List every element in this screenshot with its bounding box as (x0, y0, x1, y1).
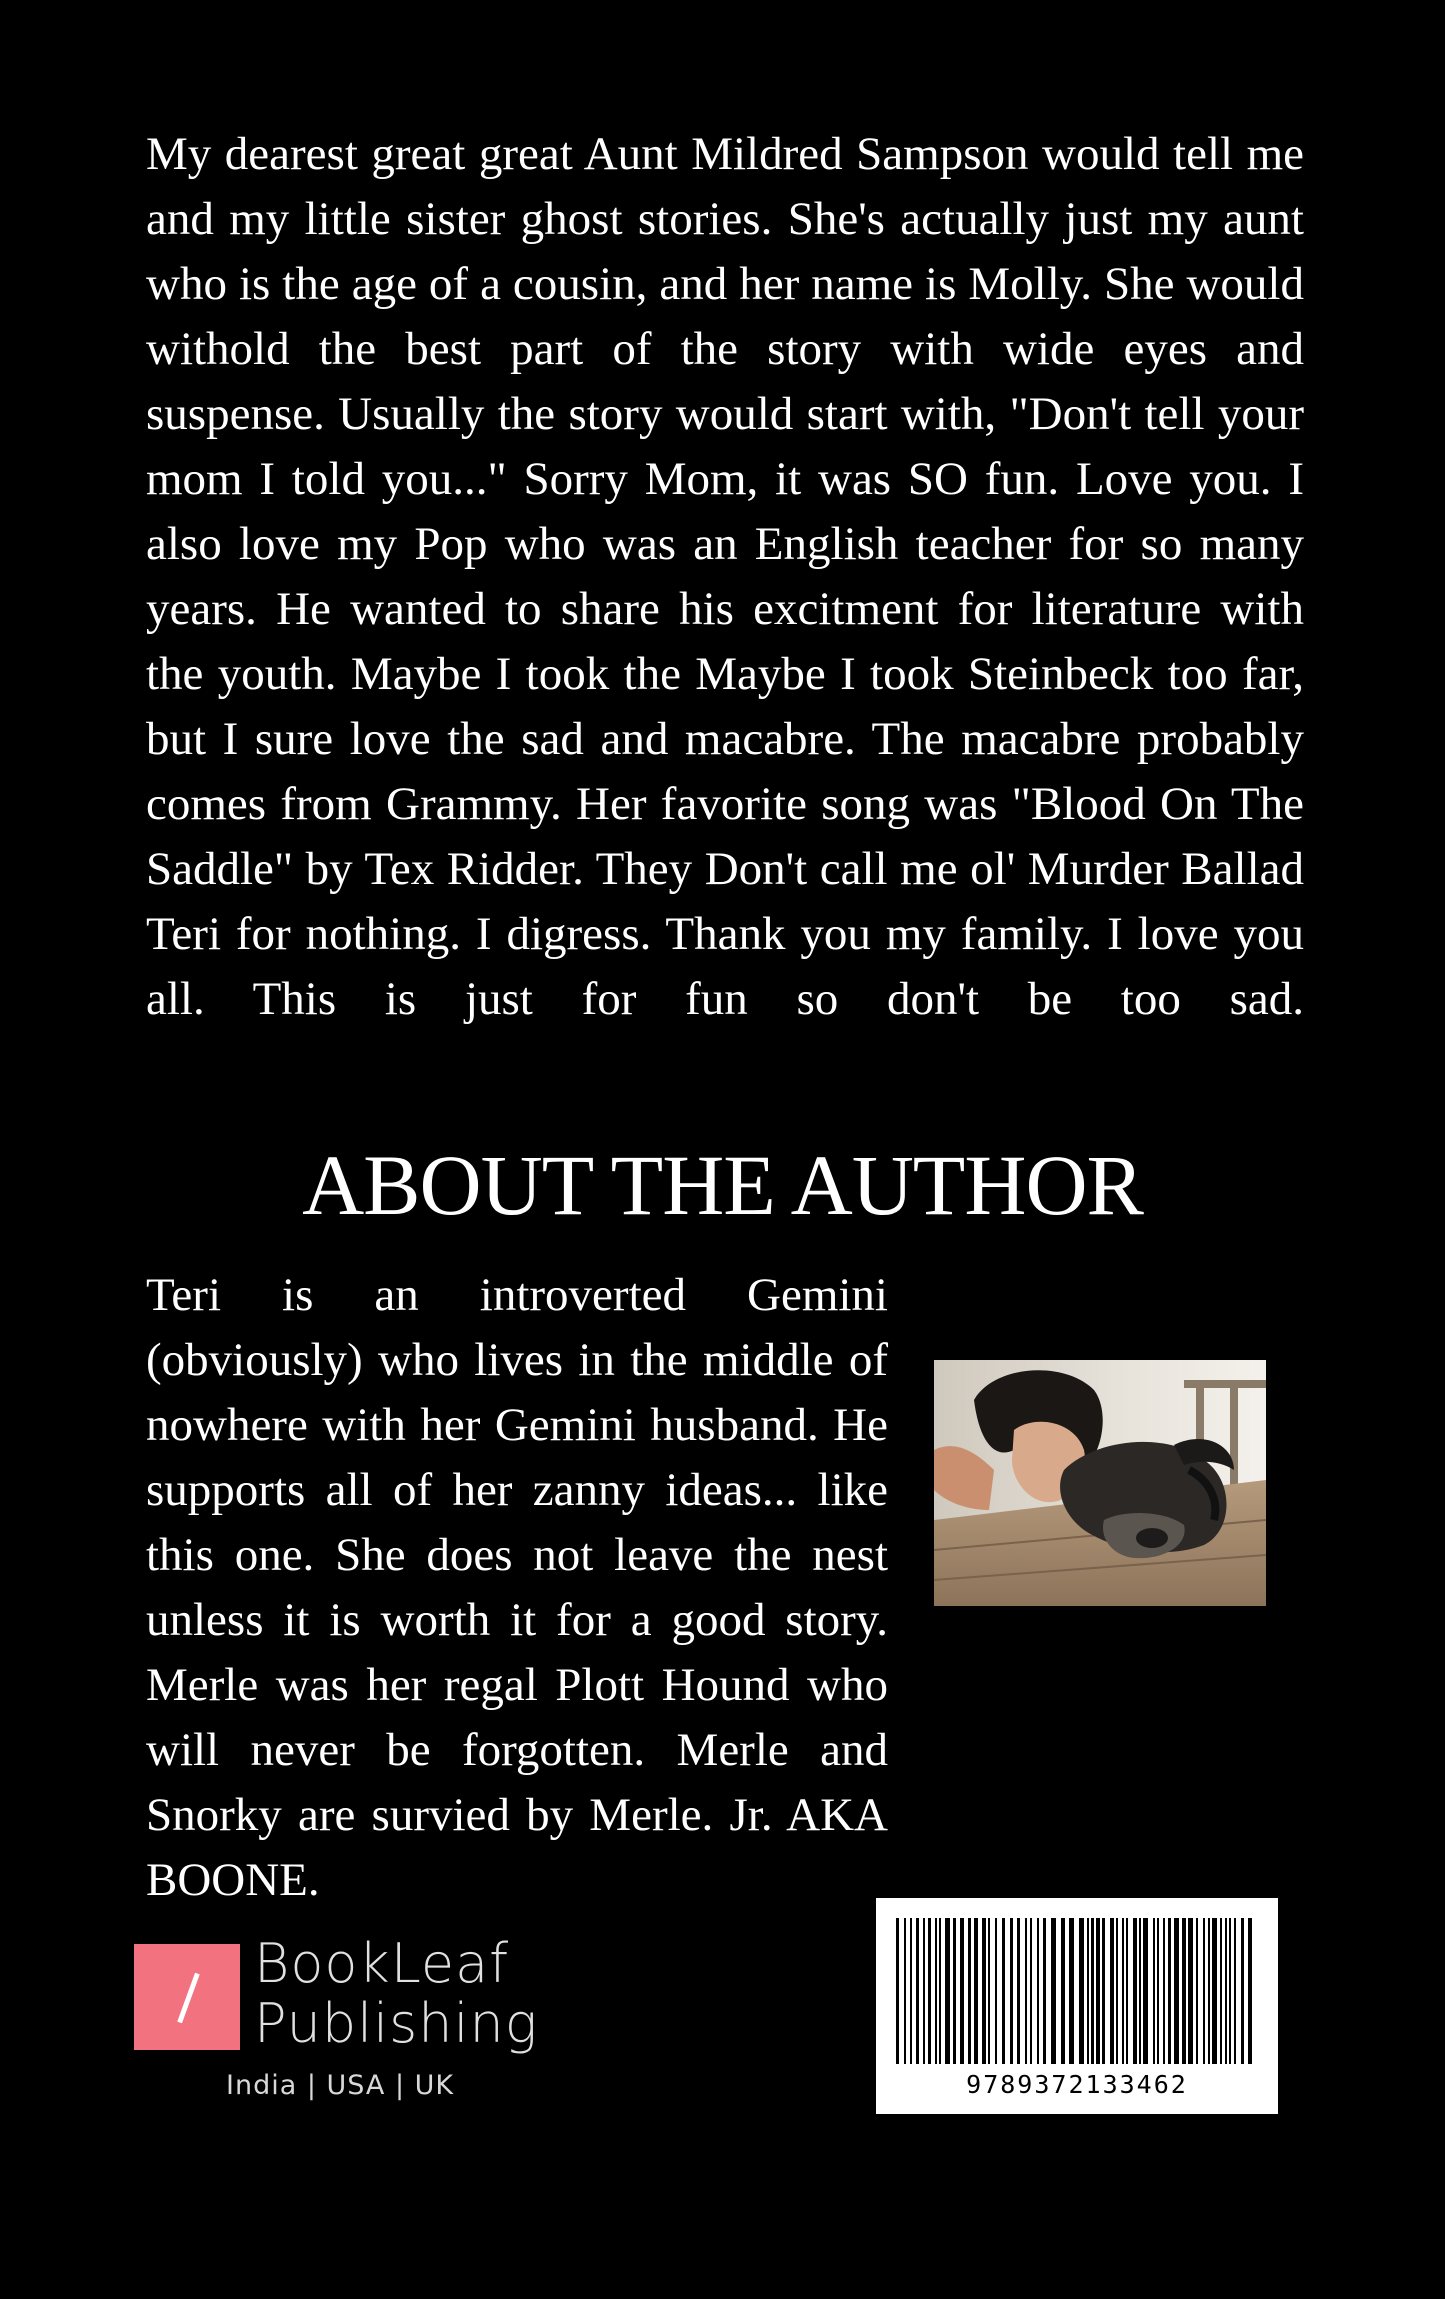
dedication-paragraph: My dearest great great Aunt Mildred Sampson would tell me and my little sister ghost stories. She's actually just my aunt who is the age of a cousin, and her name is Molly. She would withold the best part of the story with wide eyes and suspense. Usually the story would start with, "Don't tell your mom I told you..." Sorry Mom, it was SO fun. Love you. I also love my Pop who was an English teacher for so many years. He wanted to share his excitment for literature with the youth. Maybe I took the Maybe I took Steinbeck too far, but I sure love the sad and macabre. The macabre probably comes from Grammy. Her favorite song was "Blood On The Saddle" by Tex Ridder. They Don't call me ol' Murder Ballad Teri for nothing. I digress. Thank you my family. I love you all. This is just for fun so don't be too sad. (146, 128, 1304, 1025)
publisher-logo (134, 1932, 554, 2120)
barcode-icon (892, 1918, 1262, 2068)
about-author-paragraph: Teri is an introverted Gemini (obviously) who lives in the middle of nowhere with her Gemini husband. He supports all of her zanny ideas... like this one. She does not leave the nest unless it is worth it for a good story. Merle was her regal Plott Hound who will never be forgotten. Merle and Snorky are survied by Merle. Jr. AKA BOONE. (146, 1269, 888, 1906)
bookleaf-mark-icon (134, 1944, 240, 2050)
publisher-name-line1: BookLeaf (254, 1932, 510, 1995)
publisher-regions: India | USA | UK (226, 2070, 455, 2101)
isbn-barcode (876, 1898, 1278, 2114)
isbn-number: 9789372133462 (966, 2070, 1188, 2099)
about-author-heading: ABOUT THE AUTHOR (302, 1137, 1143, 1233)
publisher-name-line2: Publishing (254, 1992, 539, 2055)
author-photo (934, 1360, 1266, 1606)
author-with-dog-icon (934, 1360, 1266, 1606)
publisher-name (254, 1934, 538, 2054)
